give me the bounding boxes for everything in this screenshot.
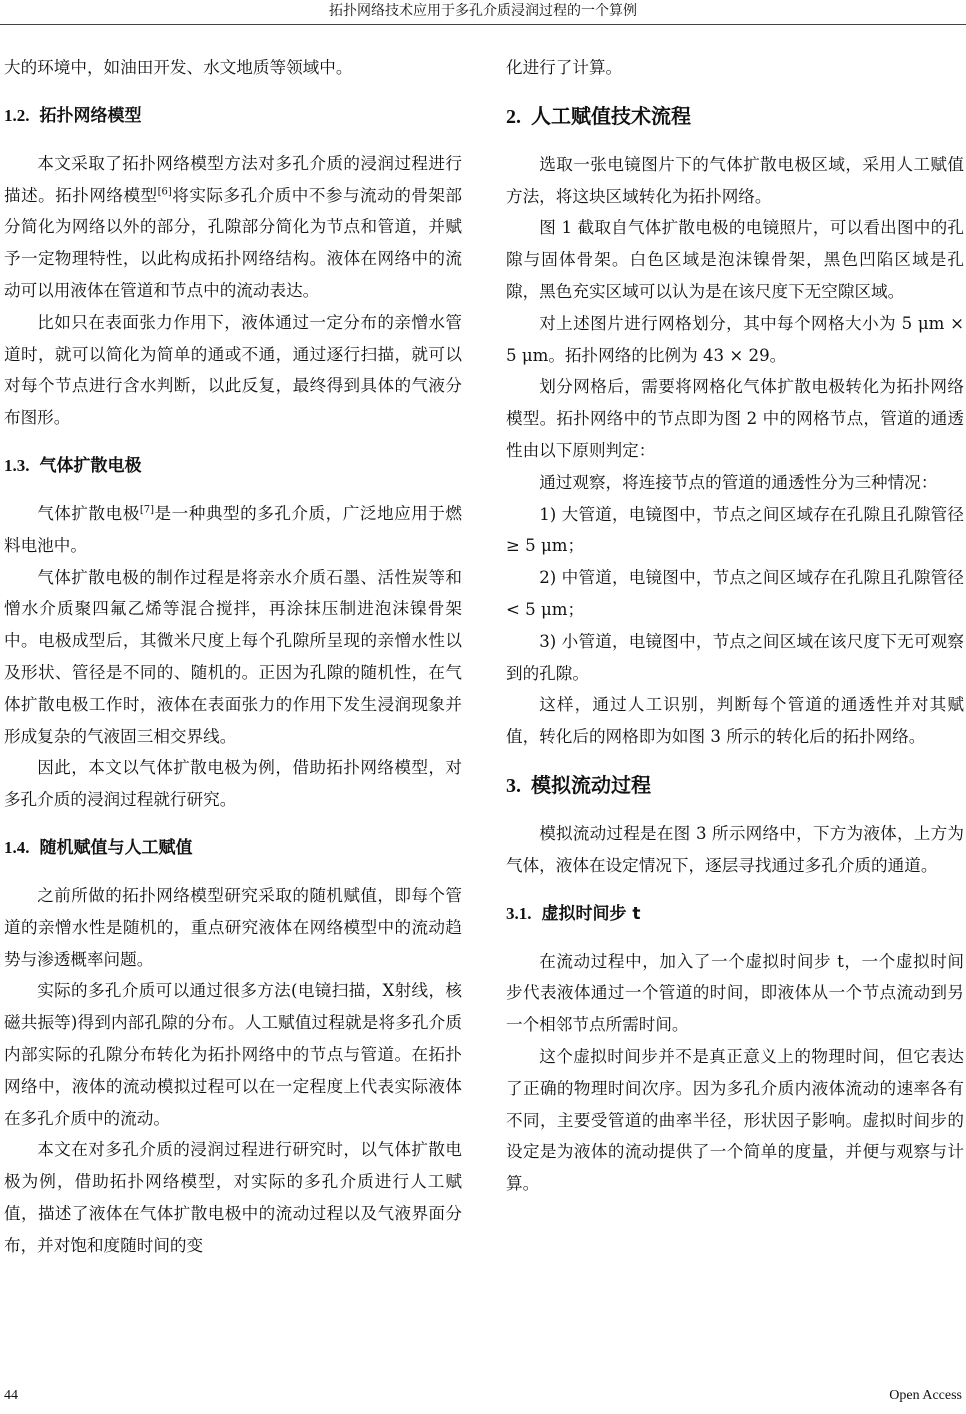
paragraph: 气体扩散电极[7]是一种典型的多孔介质，广泛地应用于燃料电池中。 xyxy=(4,503,463,555)
running-header: 拓扑网络技术应用于多孔介质浸润过程的一个算例 xyxy=(0,0,966,25)
paragraph: 化进行了计算。 xyxy=(506,58,623,77)
page-number: 44 xyxy=(4,1388,18,1403)
list-item: 2) 中管道，电镜图中，节点之间区域存在孔隙且孔隙管径 < 5 μm； xyxy=(506,568,964,619)
paragraph: 本文采取了拓扑网络模型方法对多孔介质的浸润过程进行描述。拓扑网络模型[6]将实际多孔介质中不参与流动的骨架部分简化为网络以外的部分，孔隙部分简化为节点和管道，并赋予一定物理特性，以此构成拓扑网络结构。液体在网络中的流动可以用液体在管道和节点中的流动表达。 xyxy=(4,153,463,300)
section-heading-1-4: 1.4. 随机赋值与人工赋值 xyxy=(4,837,193,858)
paragraph: 本文在对多孔介质的浸润过程进行研究时，以气体扩散电极为例，借助拓扑网络模型，对实际的多孔介质进行人工赋值，描述了液体在气体扩散电极中的流动过程以及气液界面分布，并对饱和度随时间的变 xyxy=(4,1140,462,1255)
page-footer xyxy=(4,1388,962,1404)
list-item: 1) 大管道，电镜图中，节点之间区域存在孔隙且孔隙管径 ≥ 5 μm； xyxy=(506,504,964,556)
paragraph: 这个虚拟时间步并不是真正意义上的物理时间，但它表达了正确的物理时间次序。因为多孔介质内液体流动的速率各有不同，主要受管道的曲率半径，形状因子影响。虚拟时间步的设定是为液体的流动提供了一个简单的度量，并便与观察与计算。 xyxy=(506,1046,964,1194)
paragraph: 图 1 截取自气体扩散电极的电镜照片，可以看出图中的孔隙与固体骨架。白色区域是泡沫镍骨架，黑色凹陷区域是孔隙，黑色充实区域可以认为是在该尺度下无空隙区域。 xyxy=(506,218,964,301)
citation-ref: [7] xyxy=(139,504,155,516)
paragraph: 因此，本文以气体扩散电极为例，借助拓扑网络模型，对多孔介质的浸润过程就行研究。 xyxy=(4,758,462,810)
journal-name: Open Access xyxy=(889,1388,962,1403)
section-heading-3: 3. 模拟流动过程 xyxy=(506,772,651,797)
paragraph: 大的环境中，如油田开发、水文地质等领域中。 xyxy=(4,58,353,77)
left-column xyxy=(4,52,462,1262)
paragraph: 比如只在表面张力作用下，液体通过一定分布的亲憎水管道时，就可以简化为简单的通或不通，通过逐行扫描，就可以对每个节点进行含水判断，以此反复，最终得到具体的气液分布图形。 xyxy=(4,312,462,428)
section-heading-2: 2. 人工赋值技术流程 xyxy=(506,103,691,128)
paragraph: 对上述图片进行网格划分，其中每个网格大小为 5 μm × 5 μm。拓扑网络的比例为 43 × 29。 xyxy=(506,313,964,365)
citation-ref: [6] xyxy=(157,186,172,198)
right-column xyxy=(506,52,964,1200)
section-heading-1-2: 1.2. 拓扑网络模型 xyxy=(4,105,142,126)
paragraph: 气体扩散电极的制作过程是将亲水介质石墨、活性炭等和憎水介质聚四氟乙烯等混合搅拌，再涂抹压制进泡沫镍骨架中。电极成型后，其微米尺度上每个孔隙所呈现的亲憎水性以及形状、管径是不同的、随机的。正因为孔隙的随机性，在气体扩散电极工作时，液体在表面张力的作用下发生浸润现象并形成复杂的气液固三相交界线。 xyxy=(4,567,462,746)
paragraph: 划分网格后，需要将网格化气体扩散电极转化为拓扑网络模型。拓扑网络中的节点即为图 2 中的网格节点，管道的通透性由以下原则判定： xyxy=(506,377,964,460)
list-item: 3) 小管道，电镜图中，节点之间区域在该尺度下无可观察到的孔隙。 xyxy=(506,631,964,683)
section-heading-3-1: 3.1. 虚拟时间步 t xyxy=(506,903,641,924)
paragraph: 这样，通过人工识别，判断每个管道的通透性并对其赋值，转化后的网格即为如图 3 所示的转化后的拓扑网络。 xyxy=(506,695,964,747)
paragraph: 模拟流动过程是在图 3 所示网络中，下方为液体，上方为气体，液体在设定情况下，逐层寻找通过多孔介质的通道。 xyxy=(506,823,964,875)
paragraph: 通过观察，将连接节点的管道的通透性分为三种情况： xyxy=(539,472,938,492)
paragraph: 选取一张电镜图片下的气体扩散电极区域，采用人工赋值方法，将这块区域转化为拓扑网络。 xyxy=(506,154,964,206)
paragraph: 在流动过程中，加入了一个虚拟时间步 t，一个虚拟时间步代表液体通过一个管道的时间，即液体从一个节点流动到另一个相邻节点所需时间。 xyxy=(506,951,964,1035)
section-heading-1-3: 1.3. 气体扩散电极 xyxy=(4,455,142,476)
paragraph: 实际的多孔介质可以通过很多方法(电镜扫描，X射线，核磁共振等)得到内部孔隙的分布。人工赋值过程就是将多孔介质内部实际的孔隙分布转化为拓扑网络中的节点与管道。在拓扑网络中，液体的流动模拟过程可以在一定程度上代表实际液体在多孔介质中的流动。 xyxy=(4,981,462,1128)
paragraph: 之前所做的拓扑网络模型研究采取的随机赋值，即每个管道的亲憎水性是随机的，重点研究液体在网络模型中的流动趋势与渗透概率问题。 xyxy=(4,885,462,969)
